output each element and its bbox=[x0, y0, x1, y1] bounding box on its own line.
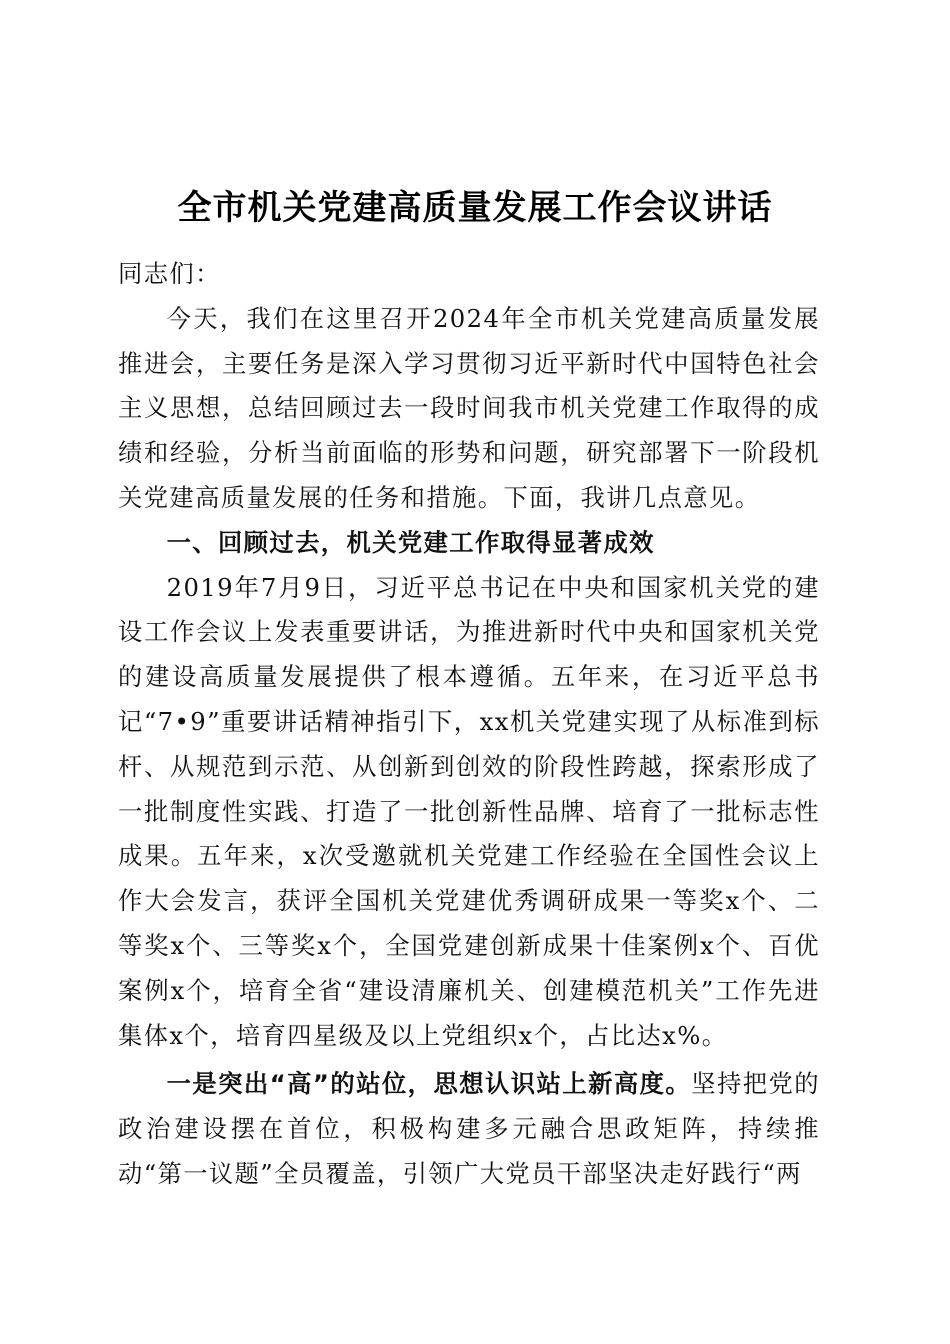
document-body bbox=[118, 252, 820, 1197]
point-lead: 一是突出“高”的站位，思想认识站上新高度。 bbox=[166, 1069, 692, 1099]
section-heading: 一、回顾过去，机关党建工作取得显著成效 bbox=[166, 527, 655, 557]
salutation: 同志们： bbox=[118, 259, 221, 288]
point-text: 坚持把党的政治建设摆在首位，积极构建多元融合思政矩阵，持续推动“第一议题”全员覆盖，引领广大党员干部坚决走好践行“两 bbox=[118, 1069, 820, 1188]
document-title: 全市机关党建高质量发展工作会议讲话 bbox=[177, 188, 773, 228]
intro-paragraph: 今天，我们在这里召开2024年全市机关党建高质量发展推进会，主要任务是深入学习贯彻习近平新时代中国特色社会主义思想，总结回顾过去一段时间我市机关党建工作取得的成绩和经验，分析当前面临的形势和问题，研究部署下一阶段机关党建高质量发展的任务和措施。下面，我讲几点意见。 bbox=[118, 303, 820, 512]
point-paragraph bbox=[118, 1062, 820, 1196]
section-paragraph: 2019年7月9日，习近平总书记在中央和国家机关党的建设工作会议上发表重要讲话，为推进新时代中央和国家机关党的建设高质量发展提供了根本遵循。五年来，在习近平总书记“7•9”重要讲话精神指引下，xx机关党建实现了从标准到标杆、从规范到示范、从创新到创效的阶段性跨越，探索形成了一批制度性实践、打造了一批创新性品牌、培育了一批标志性成果。五年来，x次受邀就机关党建工作经验在全国性会议上作大会发言，获评全国机关党建优秀调研成果一等奖x个、二等奖x个、三等奖x个，全国党建创新成果十佳案例x个、百优案例x个，培育全省“建设清廉机关、创建模范机关”工作先进集体x个，培育四星级及以上党组织x个，占比达x%。 bbox=[118, 572, 820, 1050]
